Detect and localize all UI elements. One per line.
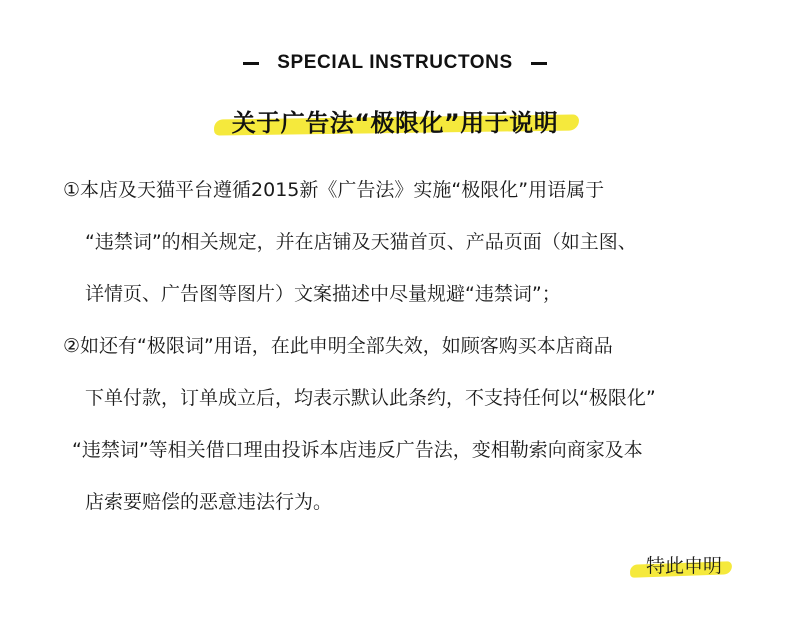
left-dash	[243, 62, 259, 65]
title-wrap	[0, 103, 790, 138]
body-line-2: “违禁词”的相关规定，并在店铺及天猫首页、产品页面（如主图、	[85, 231, 637, 253]
header-label: SPECIAL INSTRUCTONS	[277, 52, 513, 73]
signature-wrap	[646, 551, 722, 578]
body-line-1: ①本店及天猫平台遵循2015新《广告法》实施“极限化”用语属于	[63, 179, 605, 201]
body-line-7: 店索要赔偿的恶意违法行为。	[85, 491, 333, 513]
section-header	[0, 48, 790, 78]
signature	[646, 551, 722, 578]
body-line-6: “违禁词”等相关借口理由投诉本店违反广告法，变相勒索向商家及本	[72, 439, 643, 461]
page-title	[226, 103, 565, 138]
body-line-5: 下单付款，订单成立后，均表示默认此条约，不支持任何以“极限化”	[85, 387, 656, 409]
body-line-3: 详情页、广告图等图片）文案描述中尽量规避“违禁词”；	[85, 283, 561, 305]
signature-text: 特此申明	[646, 555, 723, 577]
right-dash	[531, 62, 547, 65]
page-title-text: 关于广告法“极限化”用于说明	[231, 109, 559, 137]
body-line-4: ②如还有“极限词”用语，在此申明全部失效，如顾客购买本店商品	[63, 335, 613, 357]
